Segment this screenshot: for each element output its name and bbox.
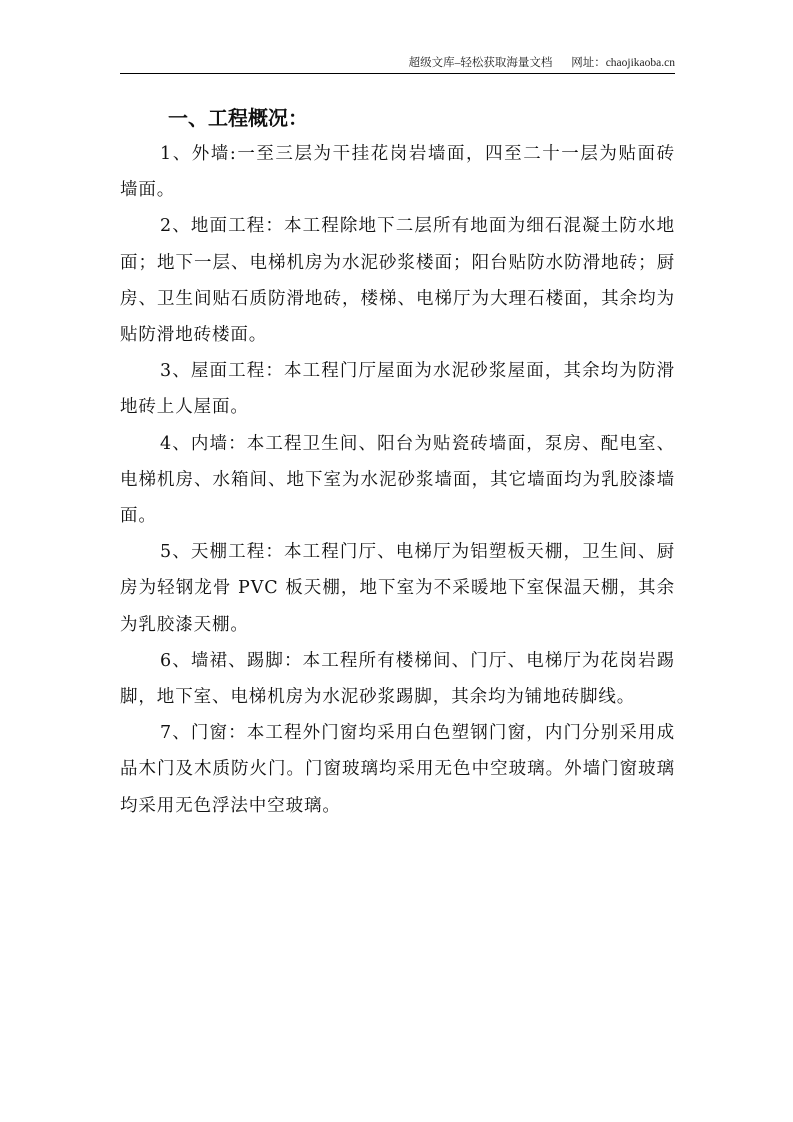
paragraph-roof-works: 3、屋面工程：本工程门厅屋面为水泥砂浆屋面，其余均为防滑地砖上人屋面。: [120, 361, 675, 418]
paragraph-exterior-wall: 1、外墙:一至三层为干挂花岗岩墙面，四至二十一层为贴面砖墙面。: [120, 144, 675, 201]
paragraph-floor-works: 2、地面工程：本工程除地下二层所有地面为细石混凝土防水地面；地下一层、电梯机房为水泥砂浆楼面；阳台贴防水防滑地砖；厨房、卫生间贴石质防滑地砖，楼梯、电梯厅为大理石楼面，其余均为贴防滑地砖楼面。: [120, 216, 675, 346]
section-heading: 一、工程概况：: [168, 106, 308, 130]
page-header: [120, 56, 675, 74]
header-site-name: 超级文库–轻松获取海量文档: [408, 57, 553, 69]
paragraph-doors-windows: 7、门窗：本工程外门窗均采用白色塑钢门窗，内门分别采用成品木门及木质防火门。门窗玻璃均采用无色中空玻璃。外墙门窗玻璃均采用无色浮法中空玻璃。: [120, 723, 675, 816]
paragraph-skirting: 6、墙裙、踢脚：本工程所有楼梯间、门厅、电梯厅为花岗岩踢脚，地下室、电梯机房为水泥砂浆踢脚，其余均为铺地砖脚线。: [120, 650, 675, 708]
document-body: [120, 100, 675, 824]
paragraph-interior-wall: 4、内墙：本工程卫生间、阳台为贴瓷砖墙面，泵房、配电室、电梯机房、水箱间、地下室为水泥砂浆墙面，其它墙面均为乳胶漆墙面。: [120, 433, 675, 527]
header-url: 网址：chaojikaoba.cn: [571, 57, 675, 69]
paragraph-ceiling-works: 5、天棚工程：本工程门厅、电梯厅为铝塑板天棚，卫生间、厨房为轻钢龙骨 PVC 板天棚，地下室为不采暖地下室保温天棚，其余为乳胶漆天棚。: [120, 542, 675, 635]
